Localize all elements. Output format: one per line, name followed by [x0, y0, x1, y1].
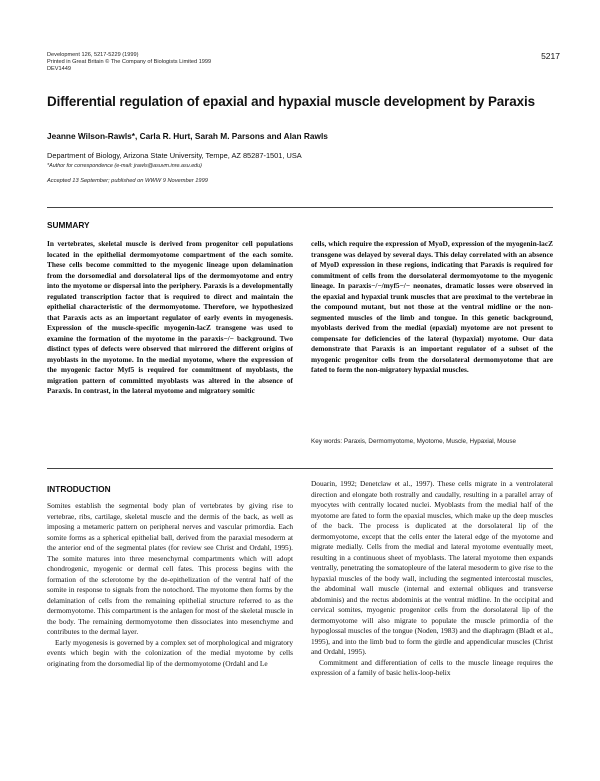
summary-right-column: [311, 239, 553, 376]
accepted-date: Accepted 13 September; published on WWW 9 November 1999: [47, 178, 208, 184]
affiliation: Department of Biology, Arizona State University, Tempe, AZ 85287-1501, USA: [47, 151, 302, 160]
copyright-line: Printed in Great Britain © The Company of Biologists Limited 1999: [47, 59, 212, 65]
summary-heading: SUMMARY: [47, 220, 90, 230]
intro-paragraph-3: Douarin, 1992; Denetclaw et al., 1997). These cells migrate in a ventrolateral direction and elongate both rostrally and caudally, resulting in a parallel array of myocytes with centrally located nuclei. Myoblasts from the medial half of the myotome are fated to form the epaxial muscles, which make up the deep muscles of the back. The process is duplicated at the dorsolateral lip of the dermomyotome, except that the cells enter the lateral edge of the myotome and migrate medially. Cells from the medial and lateral myotome eventually meet, resulting in a continuous sheet of myoblasts. The lateral myotome then expands ventrally, penetrating the somatopleure of the lateral mesoderm to give rise to the hypaxial muscles of the body wall, including the segmented intercostal muscles, the abdominal wall muscle (internal and external obliques and transverse abdominis) and the rectus abdominis at the ventral midline. In the occipital and cervical somites, myogenic progenitor cells from the dorsolateral lip of the dermomyotome will also migrate to populate the muscle primordia of the hypoglossal muscles of the tongue (Noden, 1983) and the diaphragm (Bladt et al., 1995), and into the limb bud to form the girdle and appendicular muscles (Christ and Ordahl, 1995).: [311, 479, 553, 656]
summary-text-left: In vertebrates, skeletal muscle is derived from progenitor cell populations located in the epithelial dermomyotome compartment of the each somite. These cells become committed to the myogenic lineage upon delamination from the dorsomedial and dorsolateral lips of the dermomyotome and entry into the myotome or dispersal into the periphery. Paraxis is a developmentally regulated transcription factor that is required to direct and maintain the epithelial characteristic of the dermomyotome. Therefore, we hypothesized that Paraxis acts as an important regulator of early events in myogenesis. Expression of the muscle-specific myogenin-lacZ transgene was used to examine the formation of the myotome in the paraxis−/− background. Two distinct types of defects were observed that mirrored the different origins of myoblasts in the myotome. In the medial myotome, where the expression of the myogenic factor Myf5 is required for commitment of myoblasts, the migration pattern of committed myoblasts was altered in the absence of Paraxis. In contrast, in the lateral myotome and migratory somitic: [47, 239, 293, 395]
correspondence-note: *Author for correspondence (e-mail: jrawls@asuvm.inre.asu.edu): [47, 163, 202, 169]
manuscript-id: DEV1449: [47, 66, 71, 72]
summary-text-right: cells, which require the expression of MyoD, expression of the myogenin-lacZ transgene was delayed by several days. This delay correlated with an absence of MyoD expression in these regions, indicating that Paraxis is required for commitment of cells from the dorsolateral dermomyotome to the myogenic lineage. In paraxis−/−/myf5−/− neonates, dramatic losses were observed in the epaxial and hypaxial trunk muscles that are proximal to the vertebrae in the compound mutant, but not those at the ventral midline or the non-segmented muscles of the limb and tongue. In this genetic background, myoblasts derived from the medial (epaxial) myotome are not present to compensate for deficiencies of the lateral (hypaxial) myotome. Our data demonstrate that Paraxis is an important regulator of a subset of the myogenic progenitor cells from the dorsolateral dermomyotome that are fated to form the non-migratory hypaxial muscles.: [311, 239, 553, 374]
journal-header-meta: [47, 52, 211, 73]
summary-top-rule: [47, 207, 553, 208]
intro-paragraph-1: Somites establish the segmental body plan of vertebrates by giving rise to vertebrae, ribs, cartilage, skeletal muscle and the dermis of the back, as well as imposing a metameric pattern on peripheral nerves and vascular primordia. Each somite forms as a spherical epithelial ball, derived from the paraxial mesoderm at the anterior end of the segmental plates (for review see Christ and Ordahl, 1995). The somite matures into three mesenchymal compartments which will adopt chondrogenic, myogenic or dermal cell fates. This process begins with the formation of the sclerotome by the de-epithelization of the ventral half of the somite in response to signals from the notochord. The myotome then forms by the delamination of cells from the remaining epithelial structure referred to as the dermomyotome. This compartment is the anlagen for most of the skeletal muscle in the body. The remaining dermomyotome then dissociates into mesenchyme and contributes to the dermal layer.: [47, 501, 293, 636]
page-number: 5217: [541, 51, 560, 61]
intro-paragraph-2: Early myogenesis is governed by a complex set of morphological and migratory events which begin with the colonization of the medial myotome by cells originating from the dorsomedial lip of the dermomyotome (Ordahl and Le: [47, 637, 293, 668]
intro-paragraph-4: Commitment and differentiation of cells to the muscle lineage requires the expression of a family of basic helix-loop-helix: [311, 657, 553, 677]
summary-bottom-rule: [47, 468, 553, 469]
journal-citation: Development 126, 5217-5229 (1999): [47, 52, 139, 58]
summary-left-column: [47, 239, 293, 397]
author-list: Jeanne Wilson-Rawls*, Carla R. Hurt, Sarah M. Parsons and Alan Rawls: [47, 131, 328, 141]
article-title: Differential regulation of epaxial and hypaxial muscle development by Paraxis: [47, 94, 535, 109]
introduction-heading: INTRODUCTION: [47, 484, 111, 494]
intro-right-column: [311, 479, 553, 679]
keywords: Key words: Paraxis, Dermomyotome, Myotome, Muscle, Hypaxial, Mouse: [311, 438, 517, 445]
intro-left-column: [47, 501, 293, 669]
